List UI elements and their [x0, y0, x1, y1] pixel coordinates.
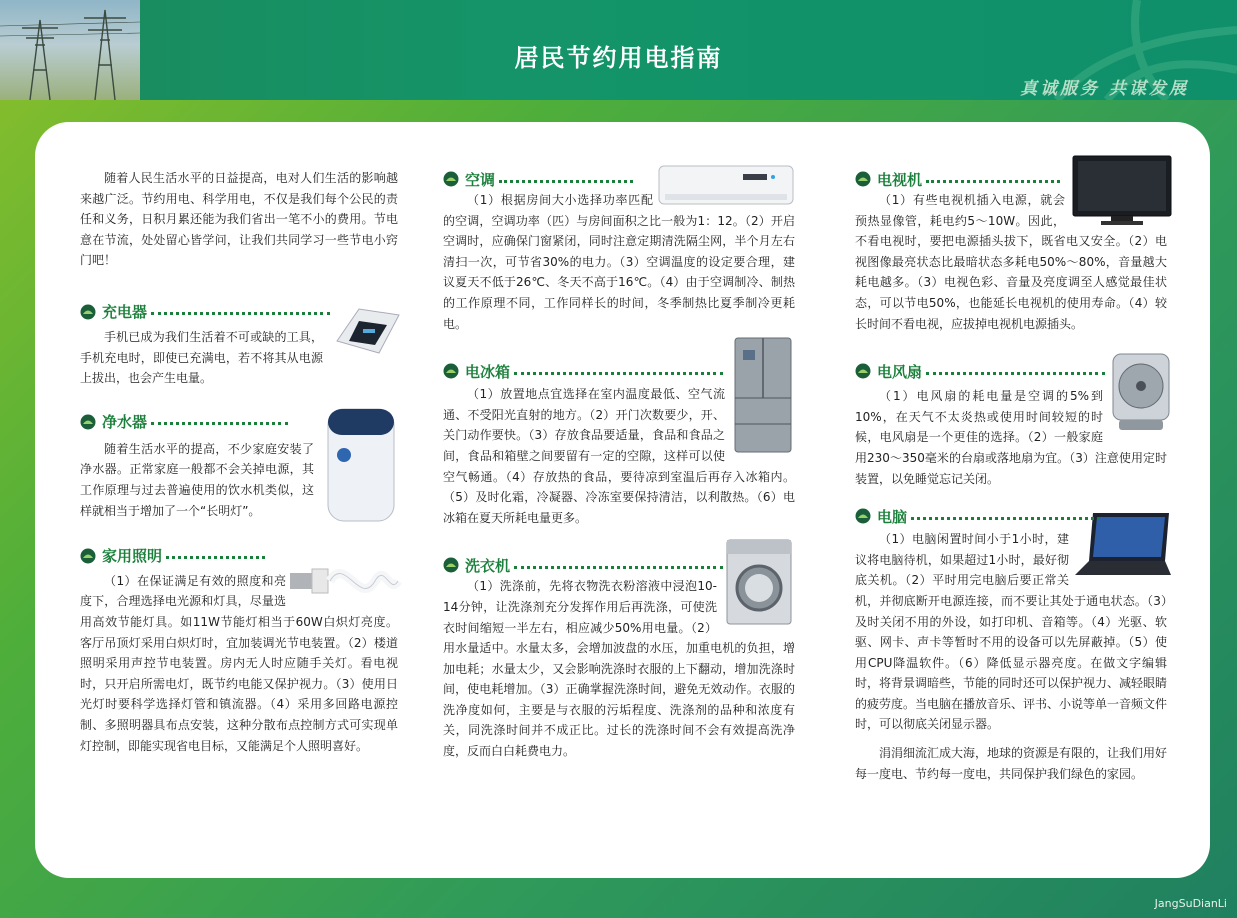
- washing-machine-image: [723, 538, 795, 626]
- television-image: [1071, 154, 1173, 228]
- energy-saving-bulb-image: [290, 555, 402, 607]
- charger-image: [329, 301, 404, 361]
- washer-text: （1）洗涤前，先将衣物洗衣粉溶液中浸泡10-14分钟，让洗涤剂充分发挥作用后再洗涤，可使洗衣时间缩短一半左右，相应减少50%用电量。（2）用水量适中。水量太多，会增加波盘的水压，加重电机的负担，增加电耗；水量太少，又会影响洗涤时衣服的上下翻动，增加洗涤时间，使电耗增加。（3）正确掌握洗涤时间，避免无效动作。衣服的洗净度如何，主要是与衣服的污垢程度、洗涤剂的品种和浓度有关，同洗涤时间并不成正比。过长的洗涤时间不会有效提高洗净度，反而白白耗费电力。: [443, 579, 795, 759]
- watermark: JangSuDianLi: [1154, 897, 1227, 910]
- air-conditioner-image: [657, 162, 795, 210]
- water-purifier-image: [320, 399, 402, 527]
- leaf-bullet-icon: [80, 414, 96, 430]
- header-banner: [0, 0, 1237, 100]
- ac-text: （1）根据房间大小选择功率匹配的空调，空调功率（匹）与房间面积之比一般为1：12。（2）开启空调时，应确保门窗紧闭，同时注意定期清洗隔尘网，半个月左右清扫一次，可节省30%的电力。（3）空调温度的设定要合理，建议夏天不低于26℃、冬天不高于16℃。（4）由于空调制冷、制热的工作原理不同，工作同样长的时间，冬季制热比夏季制冷更耗电。: [443, 193, 795, 331]
- page-title: 居民节约用电指南: [514, 44, 723, 72]
- section-charger-title: 充电器: [80, 301, 330, 323]
- fridge-text: （1）放置地点宜选择在室内温度最低、空气流通、不受阳光直射的地方。（2）开门次数要少，开、关门动作要快。（3）存放食品要适量，食品和食品之间，食品和箱壁之间要留有一定的空隙，这样可以使空气畅通。（4）存放热的食品，要待凉到室温后再存入冰箱内。（5）及时化霜，冷凝器、冷冻室要保持清洁，以利散热。（6）电冰箱在夏天所耗电量更多。: [443, 387, 795, 525]
- content-panel: [35, 122, 1210, 878]
- section-lighting-title: 家用照明: [80, 545, 265, 567]
- fan-text: （1）电风扇的耗电量是空调的5%到10%，在天气不太炎热或使用时间较短的时候，电风扇是一个更佳的选择。（2）一般家庭用230～350毫米的台扇或落地扇为宜。（3）注意使用定时装置，以免睡觉忘记关闭。: [855, 389, 1167, 486]
- leaf-bullet-icon: [855, 363, 871, 379]
- pc-text: （1）电脑闲置时间小于1小时，建议将电脑待机，如果超过1小时，最好彻底关机。（2）平时用完电脑后要正常关机，并彻底断开电源连接，而不要让其处于通电状态。（3）及时关闭不用的外设，如打印机、音箱等。（4）光驱、软驱、网卡、声卡等暂时不用的设备可以先屏蔽掉。（5）使用CPU降温软件。（6）降低显示器亮度。在做文字编辑时，将背景调暗些，节能的同时还可以保护视力、减轻眼睛的疲劳度。当电脑在播放音乐、评书、小说等单一音频文件时，可以彻底关闭显示器。: [855, 532, 1168, 732]
- column-left: [80, 168, 398, 756]
- section-pc-title: 电脑: [855, 505, 1100, 527]
- column-right: [855, 168, 1167, 784]
- section-fan-title: 电风扇: [855, 360, 1105, 382]
- lighting-text: （1）在保证满足有效的照度和亮度下，合理选择电光源和灯具，尽量选用高效节能灯具。如11W节能灯相当于60W白炽灯亮度。客厅吊顶灯采用白炽灯时，宜加装调光节电装置。（2）楼道照明采用声控节电装置。房内无人时应随手关灯。看电视时，只开启所需电灯，既节约电能又保护视力。（3）使用日光灯时要科学选择灯管和镇流器。（4）采用多回路电源控制、多照明器具布点安装，这种分散布点控制方式可实现单灯控制，即能实现省电目标，又能满足个人照明喜好。: [80, 573, 398, 753]
- leaf-bullet-icon: [80, 304, 96, 320]
- charger-text: 手机已成为我们生活着不可或缺的工具，手机充电时，即使已充满电，若不将其从电源上拔出，也会产生电量。: [80, 329, 323, 386]
- column-middle: [443, 168, 795, 762]
- leaf-bullet-icon: [443, 557, 459, 573]
- section-ac-title: 空调: [443, 168, 633, 190]
- laptop-image: [1073, 509, 1173, 581]
- refrigerator-image: [731, 336, 795, 456]
- section-purifier-title: 净水器: [80, 411, 288, 433]
- section-washer-title: 洗衣机: [443, 554, 723, 576]
- section-fridge-title: 电冰箱: [443, 360, 723, 382]
- leaf-bullet-icon: [855, 508, 871, 524]
- slogan: 真诚服务 共谋发展: [1020, 79, 1189, 99]
- electric-fan-image: [1109, 352, 1173, 434]
- section-tv-title: 电视机: [855, 168, 1060, 190]
- closing-paragraph: 涓涓细流汇成大海，地球的资源是有限的，让我们用好每一度电、节约每一度电，共同保护我们绿色的家园。: [855, 746, 1168, 781]
- leaf-bullet-icon: [80, 548, 96, 564]
- intro-paragraph: 随着人民生活水平的日益提高，电对人们生活的影响越来越广泛。节约用电、科学用电，不仅是我们每个公民的责任和义务，日积月累还能为我们省出一笔不小的费用。节电意在节流，处处留心皆学问，让我们共同学习一些节电小窍门吧！: [80, 171, 398, 268]
- leaf-bullet-icon: [855, 171, 871, 187]
- leaf-bullet-icon: [443, 171, 459, 187]
- leaf-bullet-icon: [443, 363, 459, 379]
- purifier-text: 随着生活水平的提高，不少家庭安装了净水器。正常家庭一般都不会关掉电源，其工作原理与过去普遍使用的饮水机类似，这样就相当于增加了一个“长明灯”。: [80, 441, 314, 518]
- tv-text: （1）有些电视机插入电源，就会预热显像管，耗电约5～10W。因此，不看电视时，要把电源插头拔下，既省电又安全。（2）电视图像最亮状态比最暗状态多耗电50%～80%，音量越大耗电越多。（3）电视色彩、音量及亮度调至人感觉最佳状态，可以节电50%，也能延长电视机的使用寿命。（4）较长时间不看电视，应拔掉电视机电源插头。: [855, 193, 1167, 331]
